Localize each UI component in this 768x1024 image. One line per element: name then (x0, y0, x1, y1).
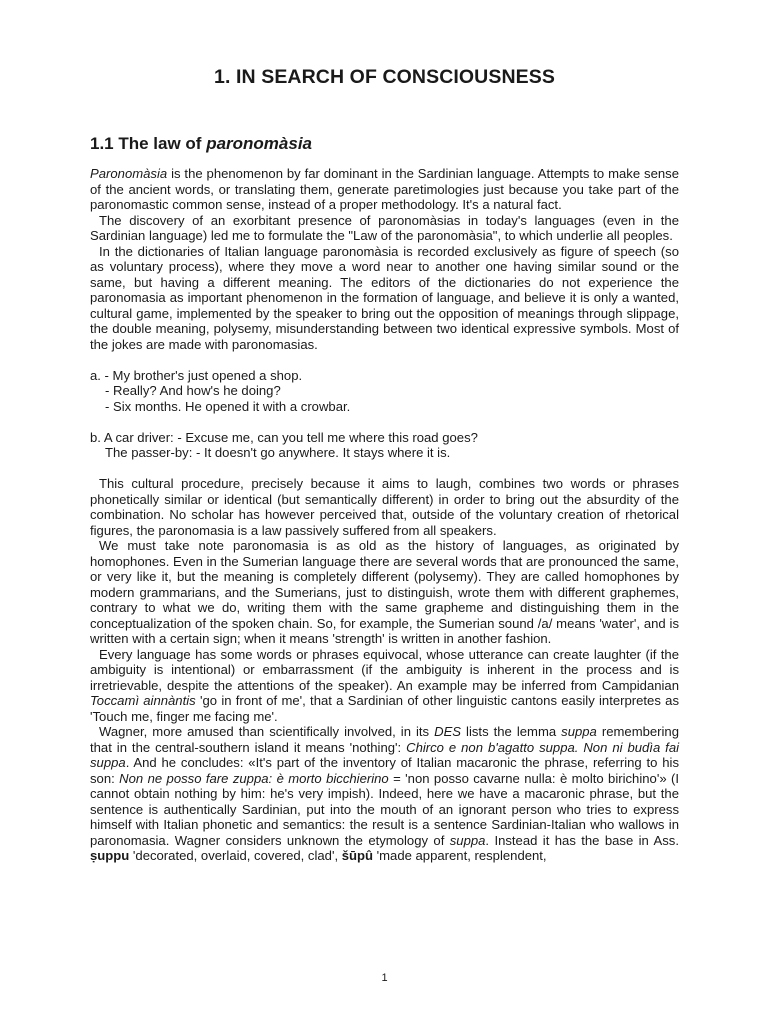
paragraph-1 (90, 166, 679, 213)
joke-b-line-1: b. A car driver: - Excuse me, can you tell me where this road goes? (90, 429, 478, 445)
paragraph-5: We must take note paronomasia is as old as the history of languages, as originated by homophones. Even in the Sumerian language there are several words that are pronounced the same, or very like it, but the meaning is completely different (polysemy). They are called homophones by modern grammarians, and the Sumerians, just to distinguish, wrote them with different graphemes, contrary to what we do, writing them with the same grapheme and distinguishing them in the conceptualization of the spoken chain. So, for example, the Sumerian sound /a/ means 'water', and is written with a certain sign; when it means 'strength' is written in another fashion. (90, 538, 679, 646)
p7-bold-supu: šūpû (341, 848, 373, 863)
p7-part-c: lists the lemma (461, 724, 562, 739)
joke-a-line-3: - Six months. He opened it with a crowbar. (105, 398, 351, 414)
paragraph-7 (90, 724, 679, 864)
section-number: 1.1 The law of (90, 134, 207, 153)
p7-italic-suppa-2: suppa (449, 832, 486, 848)
p6-part-c: 'go in front of me', that a Sardinian of other linguistic cantons easily interpretes as 'Touch me, finger me facing me'. (90, 693, 679, 724)
p7-italic-suppa: suppa (561, 724, 597, 739)
section-heading (90, 134, 312, 154)
p7-italic-des: DES (434, 724, 462, 739)
section-italic-term: paronomàsia (206, 134, 313, 153)
joke-b-line-2: The passer-by: - It doesn't go anywhere. It stays where it is. (105, 445, 451, 460)
p7-part-e: remembering that in the central-southern island it means 'nothing': (90, 724, 679, 755)
joke-a-line-2: - Really? And how's he doing? (105, 383, 281, 398)
p7-part-a: Wagner, more amused than scientifically involved, in its (99, 724, 435, 739)
body-text (90, 166, 679, 864)
paragraph-6 (90, 647, 679, 725)
p7-italic-zuppa: Non ne posso fare zuppa: è morto bicchierino (119, 770, 389, 786)
paragraph-3: In the dictionaries of Italian language paronomàsia is recorded exclusively as figure of speech (so as voluntary process), where they move a word near to another one having similar sound or the same, but having a different meaning. The editors of the dictionaries do not experience the paronomasia as important phenomenon in the formation of language, and believe it is only a wanted, cultural game, implemented by the speaker to bring out the opposition of meanings through slippage, the double meaning, polysemy, misunderstanding between two identical expressive symbols. Most of the jokes are made with paronomasias. (90, 243, 679, 352)
p7-part-i: = 'non posso cavarne nulla: è molto birichino'» (I cannot obtain nothing by him: he's very impish). Indeed, here we have a macaronic phrase, but the sentence is authentically Sardinian, put into the mouth of an ignorant person who tries to express himself with Italian phonetic and semantics: the result is a sentence Sardinian-Italian who wallows in paronomasia. Wagner considers unknown the etymology of (90, 770, 679, 848)
paragraph-4: This cultural procedure, precisely because it aims to laugh, combines two words or phrases phonetically similar or identical (but semantically different) in order to bring out the absurdity of the combination. No scholar has however perceived that, outside of the voluntary creation of rhetorical figures, the paronomasia is a law passively suffered from all speakers. (90, 476, 679, 538)
p7-part-m: 'decorated, overlaid, covered, clad', (129, 848, 342, 863)
joke-a-line-1: a. - My brother's just opened a shop. (90, 367, 303, 383)
page-number: 1 (381, 972, 388, 984)
chapter-heading: 1. IN SEARCH OF CONSCIOUSNESS (214, 66, 555, 88)
paragraph-1-text: is the phenomenon by far dominant in the Sardinian language. Attempts to make sense of the ancient words, or translating them, generate paretimologies just because you take part of the paronomastic common sense, instead of a proper methodology. It's a natural fact. (90, 166, 679, 212)
p6-part-a: Every language has some words or phrases equivocal, whose utterance can create laughter (if the ambiguity is intentional) or embarrassment (if the ambiguity is inherent in the process and is irretrievable, despite the attentions of the speaker). An example may be inferred from Campidanian (90, 646, 679, 693)
p7-italic-quote: Chirco e non b'agatto suppa. Non ni budìa fai suppa (90, 739, 680, 770)
p6-italic: Toccamì ainnàntis (90, 693, 196, 708)
p7-part-k: . Instead it has the base in Ass. (485, 832, 679, 848)
p7-part-o: 'made apparent, resplendent, (373, 848, 547, 863)
p7-part-g: . And he concludes: «It's part of the inventory of Italian macaronic the phrase, referring to his son: (90, 755, 679, 786)
paragraph-2: The discovery of an exorbitant presence of paronomàsias in today's languages (even in the Sardinian language) led me to formulate the "Law of the paronomàsia", to which underlie all peoples. (90, 212, 679, 243)
italic-term: Paronomàsia (90, 166, 168, 181)
p7-bold-suppu: ṣuppu (90, 848, 130, 863)
